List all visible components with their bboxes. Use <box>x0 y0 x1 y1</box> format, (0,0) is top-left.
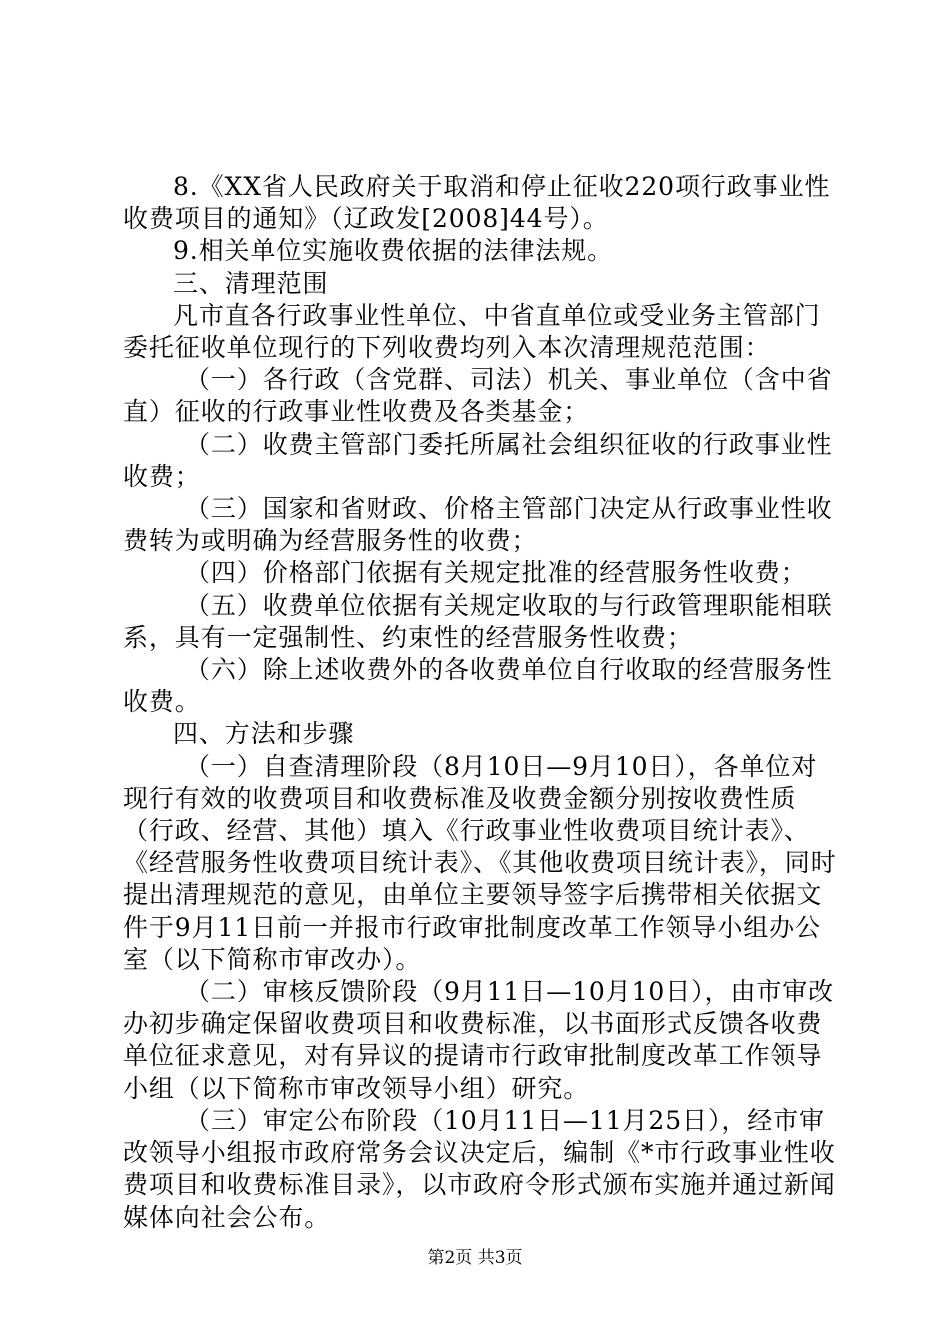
page-number-label: 第2页 共3页 <box>427 1248 523 1268</box>
paragraph-scope-4: （四）价格部门依据有关规定批准的经营服务性收费； <box>185 558 807 588</box>
section-heading-methods: 四、方法和步骤 <box>173 719 355 749</box>
paragraph-scope-1: （一）各行政（含党群、司法）机关、事业单位（含中省直）征收的行政事业性收费及各类基金； <box>123 365 833 427</box>
paragraph-scope-3: （三）国家和省财政、价格主管部门决定从行政事业性收费转为或明确为经营服务性的收费； <box>123 494 833 556</box>
paragraph-item-9: 9.相关单位实施收费依据的法律法规。 <box>173 236 614 266</box>
paragraph-step-3: （三）审定公布阶段（10月11日—11月25日），经市审改领导小组报市政府常务会议决定后，编制《*市行政事业性收费项目和收费标准目录》，以市政府令形式颁布实施并通过新闻媒体向社会公布。 <box>123 1105 836 1232</box>
document-body <box>123 171 843 1234</box>
section-heading-scope: 三、清理范围 <box>173 268 329 298</box>
paragraph-scope-5: （五）收费单位依据有关规定收取的与行政管理职能相联系，具有一定强制性、约束性的经营服务性收费； <box>123 590 833 652</box>
paragraph-scope-6: （六）除上述收费外的各收费单位自行收取的经营服务性收费。 <box>123 655 833 717</box>
paragraph-step-2: （二）审核反馈阶段（9月11日—10月10日），由市审改办初步确定保留收费项目和收费标准，以书面形式反馈各收费单位征求意见，对有异议的提请市行政审批制度改革工作领导小组（以下简称市审改领导小组）研究。 <box>123 977 835 1103</box>
page-footer <box>0 1243 950 1268</box>
paragraph-scope-2: （二）收费主管部门委托所属社会组织征收的行政事业性收费； <box>123 429 833 491</box>
paragraph-step-1: （一）自查清理阶段（8月10日—9月10日），各单位对现行有效的收费项目和收费标准及收费金额分别按收费性质（行政、经营、其他）填入《行政事业性收费项目统计表》、《经营服务性收费项目统计表》、《其他收费项目统计表》，同时提出清理规范的意见，由单位主要领导签字后携带相关依据文件于9月11日前一并报市行政审批制度改革工作领导小组办公室（以下简称市审改办）。 <box>123 751 837 974</box>
paragraph-scope-intro: 凡市直各行政事业性单位、中省直单位或受业务主管部门委托征收单位现行的下列收费均列入本次清理规范范围： <box>123 300 821 363</box>
paragraph-item-8: 8.《XX省人民政府关于取消和停止征收220项行政事业性收费项目的通知》（辽政发[2008]44号）。 <box>123 172 831 234</box>
